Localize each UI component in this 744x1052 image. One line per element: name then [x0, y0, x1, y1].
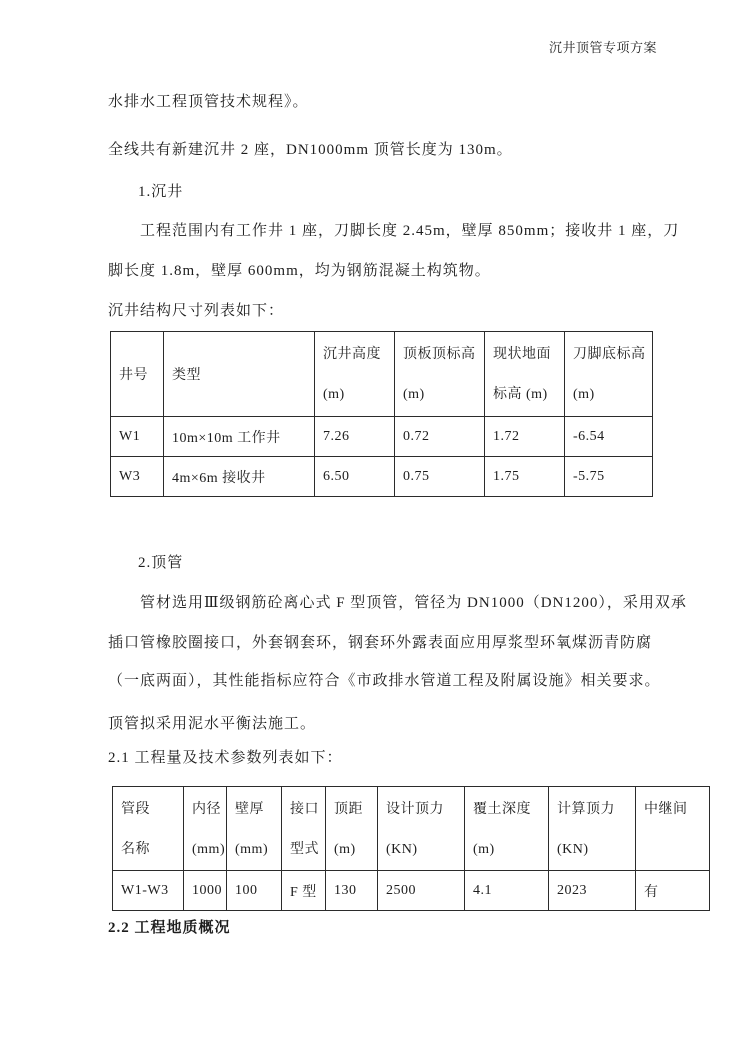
body-line-5a: 管材选用Ⅲ级钢筋砼离心式 F 型顶管，管径为 DN1000（DN1200），采用双承	[140, 595, 687, 611]
pipe-table-header-row	[113, 787, 710, 871]
cell-blade: -5.75	[565, 457, 653, 497]
col-header-ground-elevation: 现状地面 标高 (m)	[485, 332, 565, 417]
page-header-title: 沉井顶管专项方案	[548, 40, 657, 55]
col-header-segment-name: 管段 名称	[113, 787, 184, 871]
table-row	[111, 417, 653, 457]
body-line-6: 顶管拟采用泥水平衡法施工。	[108, 716, 317, 732]
table-row	[113, 871, 710, 911]
col-header-calculated-force: 计算顶力 (KN)	[549, 787, 636, 871]
caisson-structure-table	[110, 331, 653, 497]
col-header-jacking-distance: 顶距 (m)	[326, 787, 378, 871]
section-2-heading: 2.顶管	[138, 555, 184, 571]
cell-height: 7.26	[315, 417, 395, 457]
pipe-jacking-parameters-table	[112, 786, 710, 911]
cell-relay: 有	[636, 871, 710, 911]
cell-segment: W1-W3	[113, 871, 184, 911]
col-header-design-force: 设计顶力 (KN)	[378, 787, 465, 871]
col-header-wall-thickness: 壁厚 (mm)	[227, 787, 282, 871]
cell-cover-depth: 4.1	[465, 871, 549, 911]
body-line-5b: 插口管橡胶圈接口，外套钢套环，钢套环外露表面应用厚浆型环氧煤沥青防腐	[108, 635, 653, 651]
col-header-type: 类型	[164, 332, 315, 417]
cell-joint: F 型	[282, 871, 326, 911]
body-line-3a: 工程范围内有工作井 1 座，刀脚长度 2.45m，壁厚 850mm；接收井 1 座，刀	[140, 223, 680, 239]
section-2-2-heading: 2.2 工程地质概况	[108, 920, 231, 936]
table-row	[111, 457, 653, 497]
cell-type: 10m×10m 工作井	[164, 417, 315, 457]
body-line-1: 水排水工程顶管技术规程》。	[108, 94, 309, 110]
col-header-caisson-height: 沉井高度 (m)	[315, 332, 395, 417]
cell-thickness: 100	[227, 871, 282, 911]
col-header-inner-diameter: 内径 (mm)	[184, 787, 227, 871]
body-line-5c: （一底两面），其性能指标应符合《市政排水管道工程及附属设施》相关要求。	[108, 673, 661, 689]
cell-ground: 1.72	[485, 417, 565, 457]
section-2-1-heading: 2.1 工程量及技术参数列表如下：	[108, 750, 343, 766]
cell-well-id: W3	[111, 457, 164, 497]
cell-roof: 0.72	[395, 417, 485, 457]
section-1-heading: 1.沉井	[138, 184, 184, 200]
cell-ground: 1.75	[485, 457, 565, 497]
body-line-2: 全线共有新建沉井 2 座，DN1000mm 顶管长度为 130m。	[108, 142, 513, 158]
cell-well-id: W1	[111, 417, 164, 457]
cell-roof: 0.75	[395, 457, 485, 497]
col-header-cover-depth: 覆土深度 (m)	[465, 787, 549, 871]
cell-diameter: 1000	[184, 871, 227, 911]
col-header-well-id: 井号	[111, 332, 164, 417]
body-line-3b: 脚长度 1.8m，壁厚 600mm，均为钢筋混凝土构筑物。	[108, 263, 491, 279]
cell-design-force: 2500	[378, 871, 465, 911]
col-header-blade-elevation: 刀脚底标高 (m)	[565, 332, 653, 417]
cell-type: 4m×6m 接收井	[164, 457, 315, 497]
cell-height: 6.50	[315, 457, 395, 497]
cell-distance: 130	[326, 871, 378, 911]
body-line-4: 沉井结构尺寸列表如下：	[108, 303, 285, 319]
cell-blade: -6.54	[565, 417, 653, 457]
col-header-relay-station: 中继间	[636, 787, 710, 871]
caisson-table-header-row	[111, 332, 653, 417]
cell-calc-force: 2023	[549, 871, 636, 911]
col-header-joint-type: 接口 型式	[282, 787, 326, 871]
col-header-roof-elevation: 顶板顶标高 (m)	[395, 332, 485, 417]
